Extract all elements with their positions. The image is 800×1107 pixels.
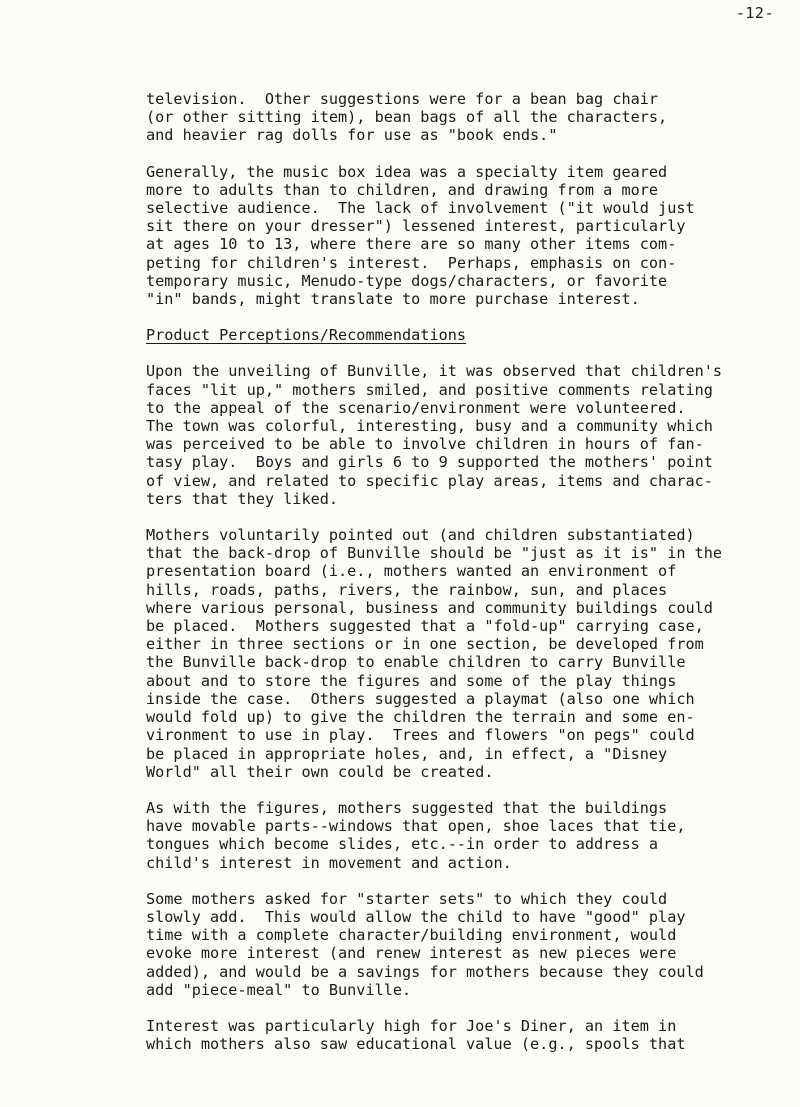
text-line: sit there on your dresser") lessened interest, particularly [146,217,686,236]
page-number: -12- [735,4,774,22]
text-line: peting for children's interest. Perhaps, emphasis on con- [146,253,677,272]
text-line: be placed. Mothers suggested that a "fold-up" carrying case, [146,617,704,636]
text-line: where various personal, business and community buildings could [146,598,713,617]
text-line: Some mothers asked for "starter sets" to which they could [146,889,668,908]
text-line: World" all their own could be created. [146,762,494,781]
text-line: which mothers also saw educational value (e.g., spools that [146,1035,686,1054]
text-line: more to adults than to children, and drawing from a more [146,180,659,199]
section-heading: Product Perceptions/Recommendations [146,326,467,345]
document-body [146,90,746,1071]
text-line: was perceived to be able to involve children in hours of fan- [146,435,704,454]
text-line: tongues which become slides, etc.--in order to address a [146,835,659,854]
paragraph-starter-sets [146,890,746,999]
text-line: either in three sections or in one section, be developed from [146,635,704,654]
paragraph-back-drop [146,526,746,781]
text-line: Interest was particularly high for Joe's Diner, an item in [146,1016,677,1035]
text-line: Upon the unveiling of Bunville, it was observed that children's [146,362,723,381]
paragraph-music-box [146,163,746,309]
text-line: would fold up) to give the children the terrain and some en- [146,708,695,727]
text-line: that the back-drop of Bunville should be "just as it is" in the [146,544,723,563]
text-line: added), and would be a savings for mothers because they could [146,962,704,981]
text-line: to the appeal of the scenario/environment were volunteered. [146,398,686,417]
text-line: faces "lit up," mothers smiled, and positive comments relating [146,380,713,399]
text-line: and heavier rag dolls for use as "book ends." [146,126,558,145]
text-line: add "piece-meal" to Bunville. [146,980,412,999]
text-line: Mothers voluntarily pointed out (and children substantiated) [146,526,695,545]
text-line: slowly add. This would allow the child to have "good" play [146,907,686,926]
text-line: "in" bands, might translate to more purchase interest. [146,290,640,309]
text-line: time with a complete character/building environment, would [146,926,677,945]
text-line: The town was colorful, interesting, busy and a community which [146,417,713,436]
text-line: temporary music, Menudo-type dogs/characters, or favorite [146,271,668,290]
text-line: (or other sitting item), bean bags of all the characters, [146,108,668,127]
text-line: ters that they liked. [146,489,339,508]
text-line: presentation board (i.e., mothers wanted an environment of [146,562,677,581]
text-line: evoke more interest (and renew interest as new pieces were [146,944,677,963]
text-line: Generally, the music box idea was a specialty item geared [146,162,668,181]
paragraph-movable-parts [146,799,746,872]
text-line: As with the figures, mothers suggested that the buildings [146,798,668,817]
text-line: vironment to use in play. Trees and flowers "on pegs" could [146,726,695,745]
text-line: television. Other suggestions were for a bean bag chair [146,90,659,108]
text-line: hills, roads, paths, rivers, the rainbow, sun, and places [146,580,668,599]
paragraph-unveiling [146,362,746,508]
text-line: the Bunville back-drop to enable children to carry Bunville [146,653,686,672]
paragraph-joes-diner [146,1017,746,1053]
text-line: inside the case. Others suggested a playmat (also one which [146,689,695,708]
text-line: be placed in appropriate holes, and, in effect, a "Disney [146,744,668,763]
paragraph-bean-bag-suggestions [146,90,746,145]
text-line: child's interest in movement and action. [146,853,512,872]
text-line: of view, and related to specific play areas, items and charac- [146,471,713,490]
text-line: about and to store the figures and some of the play things [146,671,677,690]
text-line: at ages 10 to 13, where there are so many other items com- [146,235,677,254]
text-line: have movable parts--windows that open, shoe laces that tie, [146,817,686,836]
text-line: selective audience. The lack of involvement ("it would just [146,199,695,218]
text-line: tasy play. Boys and girls 6 to 9 supported the mothers' point [146,453,713,472]
